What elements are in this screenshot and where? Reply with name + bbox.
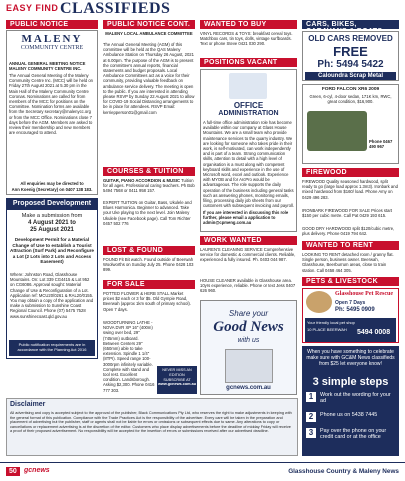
maleny-notice [6, 30, 98, 195]
step-3-number: 3 [306, 428, 316, 438]
admin-label: ADMINISTRATION [218, 110, 279, 117]
easy-find-label: EASY FIND [6, 3, 59, 13]
step-1-text: Work out the wording for your ad [320, 392, 391, 405]
section-lost-found: LOST & FOUND [103, 246, 195, 255]
share-good-news-ad: Share your Good News with us gcnews.com.au [200, 300, 297, 395]
never-miss-box: NEVER MISS AN EDITION SUBSCRIBE AT www.gcnews.com.au [157, 366, 197, 394]
publication-name: Glasshouse Country & Maleny News [288, 468, 399, 475]
office-illustration [229, 73, 267, 99]
section-firewood: FIREWOOD [302, 168, 399, 177]
three-steps-box: When you have something to celebrate make sure with GC&M News classifieds from $25 let everyone know! 3 simple steps 1 Work out the wording for your ad 2 Phone us on 5438 7445 3 Pay over the phone on your credit card or at the office [302, 346, 399, 456]
proposed-footer: Public notification requirements are in accordance with the Planning Act 2016 [9, 340, 95, 356]
page-header [0, 0, 405, 20]
firewood-quality-ad: FIREWOOD Quality seasoned hardwood, split ready to go (large load approx 1.3m3). Ironbark and mixed hardwood from $160/ load. Phone Amy on 0429 496 283. [302, 179, 398, 200]
proposed-heading: Proposed Development [6, 198, 98, 209]
section-positions-vacant: POSITIONS VACANT [200, 58, 297, 67]
maleny-title: ANNUAL GENERAL MEETING NOTICE MALENY COMMUNITY CENTRE INC. [9, 61, 86, 72]
newspaper-image [225, 349, 273, 383]
pet-image [306, 291, 332, 313]
section-public-notice-cont: PUBLIC NOTICE CONT. [103, 20, 195, 29]
section-work-wanted: WORK WANTED [200, 236, 297, 245]
section-wanted-to-buy: WANTED TO BUY [200, 20, 297, 29]
potted-flower-ad: POTTED FLOWER & HERB STALL Market prices $2 each or 3 for $5. Old Gympie Road, Beerwah (approx 1km south of primary school). Open 7 days. [103, 291, 191, 312]
house-cleaner-ad: HOUSE CLEANER available in Glasshouse area. 10yrs experience, reliable. Phone or text Jess 0407 626 960. [200, 278, 296, 294]
page-footer [0, 462, 405, 481]
section-wanted-to-rent: WANTED TO RENT [302, 241, 399, 250]
gcnews-logo: gcnews [24, 467, 50, 474]
expert-tuition-ad: EXPERT TUITION on Guitar, Bass, Ukulele and Blues Harmonica. Beginner to advanced. Take your Uke playing to the next level. Join Maleny Ukulele (see Facebook page). Call Tom Richter 0457 502 776 [103, 200, 192, 226]
section-courses: COURSES & TUITION [103, 167, 195, 176]
vinyl-records-ad: VINYL RECORDS & TOYS: breakfast cereal toys. Matchbox cars, tin toys, dolls, vintage surfboards. Text or phone Steve 0421 030 290. [200, 31, 293, 47]
section-public-notice: PUBLIC NOTICE [6, 20, 98, 29]
disclaimer-title: Disclaimer [10, 401, 46, 408]
proposed-line2: 4 August 2021 to [28, 220, 76, 226]
step-1-number: 1 [306, 392, 316, 402]
section-for-sale: FOR SALE [103, 280, 195, 289]
proposed-body: Development Permit for a Material Change of Use to establish a Tourist Attraction (Surf Park) and Reconfigure a Lot (2 Lots into 2 Lots and Access Easement) [10, 237, 94, 265]
page-number: 50 [6, 467, 20, 476]
rent-ad: LOOKING TO RENT detached room / granny flat. Single person, business owner. Beerwah, Glasshouse, Beerburrum areas, close to train station. Call 0458 464 305. [302, 252, 394, 273]
office-label: OFFICE [233, 101, 264, 110]
old-cars-ad: OLD CARS REMOVED FREE Ph: 5494 5422 Caloundra Scrap Metal [302, 31, 399, 81]
proposed-line3: 25 August 2021 [30, 227, 74, 233]
step-3-text: Pay over the phone on your credit card or at the office [320, 428, 387, 441]
disclaimer-box [6, 398, 298, 456]
ironbark-firewood-ad: IRONBARK FIREWOOD FOR SALE Prices start $150 per cubic metre. Call Pat 0429 193 615. [302, 208, 393, 219]
maleny-contact: Ann Koenig (Secretary) on 0407 138 183. [11, 187, 93, 192]
laurens-cleaning-ad: LAUREN'S CLEANING SERVICE Comprehensive service for domestic & commercial clients. Reliable, experienced & fully insured. Ph. 0403 044 987. [200, 247, 296, 263]
section-cars: CARS, BIKES, CARAVANS & BOATS [302, 20, 399, 29]
ambulance-title: MALENY LOCAL AMBULANCE COMMITTEE [105, 31, 193, 36]
good-dry-hardwood-ad: GOOD DRY HARDWOOD split $120/cubic metre, plus delivery. Phone 0419 794 642. [302, 226, 395, 237]
pet-shop-banner: Your friendly local pet shop 10 PLACE BEERWAH 5494 0008 [305, 318, 396, 342]
office-body: A full-time office administration role has become available within our company at Glass House Mountains. We are a small team who provide maintenance services to the quarry industry. We are looking for someone who takes pride in their work, is self-motivated, can work independently and is part of a team. Strong communication skills, attention to detail with a high level of organisation is a must along with competent keyboard skills and experience in the use of Microsoft word, excel and outlook. Experience with MYOB and for ArcPro would be advantageous. The role supports the daily operation of the business including general tasks such as answering phones, monitoring emails, filing, processing daily job sheets from our customers with subsequent invoicing and payroll. [203, 120, 294, 208]
woodturning-ad: WOODTURNING LATHE - NOVA DVR XP 16" (400m) swing over bed, 29" (745mm) outboard. Between Centers 29" (650mm) able to take extension. Spindle 1 1/4" (8TPI). Speed range 100-3000rpm infinitely variable. Complete with stand and tool rest. Excellent condition. Landsborough. Asking $2,300. Phone 0416 777 303. [103, 320, 155, 393]
proposed-line1: Make a submission from [21, 213, 83, 219]
step-2-text: Phone us on 5438 7445 [320, 412, 378, 418]
classifieds-title: CLASSIFIEDS [60, 0, 171, 17]
maleny-body: The Annual General Meeting of the Maleny Community Centre Inc. (MCC) will be held on Friday 27th August 2021 at 5.30 pm in the Main Hall of the Maleny Community Centre Coronas. Nominations are called for from members of the MCC for positions on the Committee. Nomination forms are available from the Secretary secretary@malenycc.org or from the MCC Office. Nominations close 7 days before the AGM. Members are asked to review their membership and new members are encouraged to attend. [9, 73, 94, 136]
office-admin-ad [200, 69, 297, 232]
lost-found-ad: FOUND Fit Bit watch. Found outside of Beerwah Woolworths on Sunday July 25. Phone 0428 103 899. [103, 257, 194, 273]
ford-falcon-ad: FORD FALCON XR6 2009 Green, 6-cyl, 4-door sedan, 171K km, RWC, great condition, $16,900. Phone 0467 490 967 [302, 84, 399, 164]
proposed-development [6, 209, 98, 359]
maleny-footer: All enquiries may be directed to [20, 181, 84, 186]
office-apply: If you are interested in discussing this role further, please email a application to admin@cpmeng.com.au [203, 210, 289, 226]
ford-falcon-image [307, 111, 367, 151]
maleny-logo: MALENY COMMUNITY CENTRE [20, 33, 84, 51]
proposed-details: Where: Johnston Road, Glasshouse Mountains. On: Lot 339 CG4415 & Lot 952 on CG6086. Approval sought: Material Change of Use & Reconfiguration of a Lot. Application ref: MCU20/0261 & RAL20/0155. You may obtain a copy of the application and make a submission to Sunshine Coast Regional Council. Phone (07) 5475 7528 www.sunshinecoast.qld.gov.au [10, 272, 94, 319]
section-pets: PETS & LIVESTOCK [302, 277, 399, 286]
disclaimer-body: All advertising and copy is accepted subject to the approval of the publisher, Black Communications Pty Ltd, who reserves the right to make adjustments in keeping with the general format of this publication. Compliance with the Trade Practices Act is the responsibility of the advertiser. Every care will be taken in the preparation and placement of advertising but the publisher, staff or agents shall not be liable for errors or omissions or subsequent effects due to same. Any alterations to copy or cancellations or replacement advertising is at the discretion of the editor. Customers who place display advertisements before the deadline of midday Friday will receive a proof of their proposed advertisement. No responsibility will be accepted for the insertion of errors or submissions received after our advertised deadline. [10, 411, 292, 434]
guitar-ad: GUITAR, PIANO ACCORDION & MUSIC Tuition for all ages. Professional caring teachers. Ph Bob 5494 7568 or 0411 958 157. [103, 178, 195, 194]
ambulance-body: The Annual General Meeting (AGM) of this committee will be held at the QAS Maleny Ambulance Station on Thursday 26 August, 2021 at 6.00pm. The purpose of the AGM is to present the committee's annual reports, financial statements and budget proposals. Local Ambulance Committees act as a voice for their community, providing valuable feedback on ambulance service delivery. The meeting is open to the public. If you are interested in attending please RSVP by Sunday 22 August 2021 to allow for COVID-19 Social Distancing arrangements to be in place for attendees. RSVP Email: kerriepperson01@gmail.com [103, 42, 195, 115]
pet-rescue-ad: Glasshouse Pet Rescue Open 7 Days Ph: 5495 0909 Your friendly local pet shop 10 PLACE BEERWAH 5494 0008 [302, 288, 399, 343]
step-2-number: 2 [306, 412, 316, 422]
